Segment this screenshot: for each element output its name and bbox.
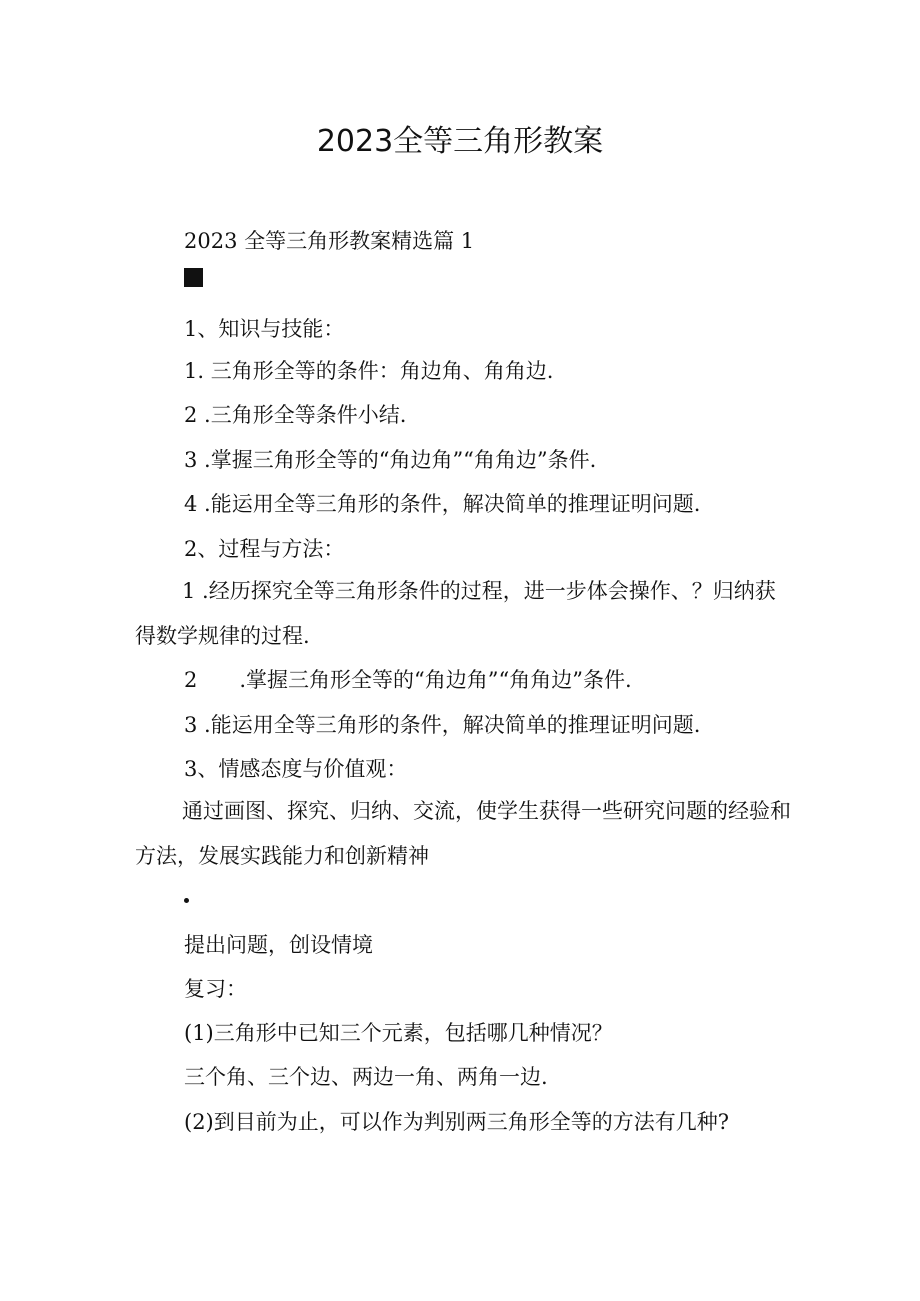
list-item: 3 .掌握三角形全等的“角边角”“角角边”条件. — [184, 448, 597, 472]
section-heading-intro: 提出问题，创设情境 — [184, 933, 373, 957]
section-heading-knowledge: 1、知识与技能： — [184, 317, 345, 341]
section-heading-attitude: 3、情感态度与价值观： — [184, 757, 408, 781]
list-item: 4 .能运用全等三角形的条件，解决简单的推理证明问题. — [184, 492, 701, 516]
answer-1: 三个角、三个边、两边一角、两角一边. — [184, 1065, 548, 1089]
page-title: 2023全等三角形教案 — [316, 124, 604, 159]
subtitle: 2023 全等三角形教案精选篇 1 — [184, 229, 475, 253]
bullet-dot-icon — [184, 898, 189, 903]
list-item: 1. 三角形全等的条件：角边角、角角边. — [184, 359, 554, 383]
paragraph: 通过画图、探究、归纳、交流，使学生获得一些研究问题的经验和方法，发展实践能力和创新精神 — [135, 799, 791, 868]
paragraph: 1 .经历探究全等三角形条件的过程，进一步体会操作、？归纳获得数学规律的过程. — [135, 579, 776, 648]
review-label: 复习： — [184, 977, 247, 1001]
list-item: 3 .能运用全等三角形的条件，解决简单的推理证明问题. — [184, 713, 701, 737]
question-1: (1)三角形中已知三个元素，包括哪几种情况？ — [184, 1021, 613, 1045]
section-heading-process: 2、过程与方法： — [184, 537, 345, 561]
list-item: 2 .掌握三角形全等的“角边角”“角角边”条件. — [184, 668, 632, 692]
question-2: (2)到目前为止，可以作为判别两三角形全等的方法有几种? — [184, 1110, 730, 1134]
list-item: 2 .三角形全等条件小结. — [184, 403, 407, 427]
square-bullet-icon — [184, 268, 203, 287]
